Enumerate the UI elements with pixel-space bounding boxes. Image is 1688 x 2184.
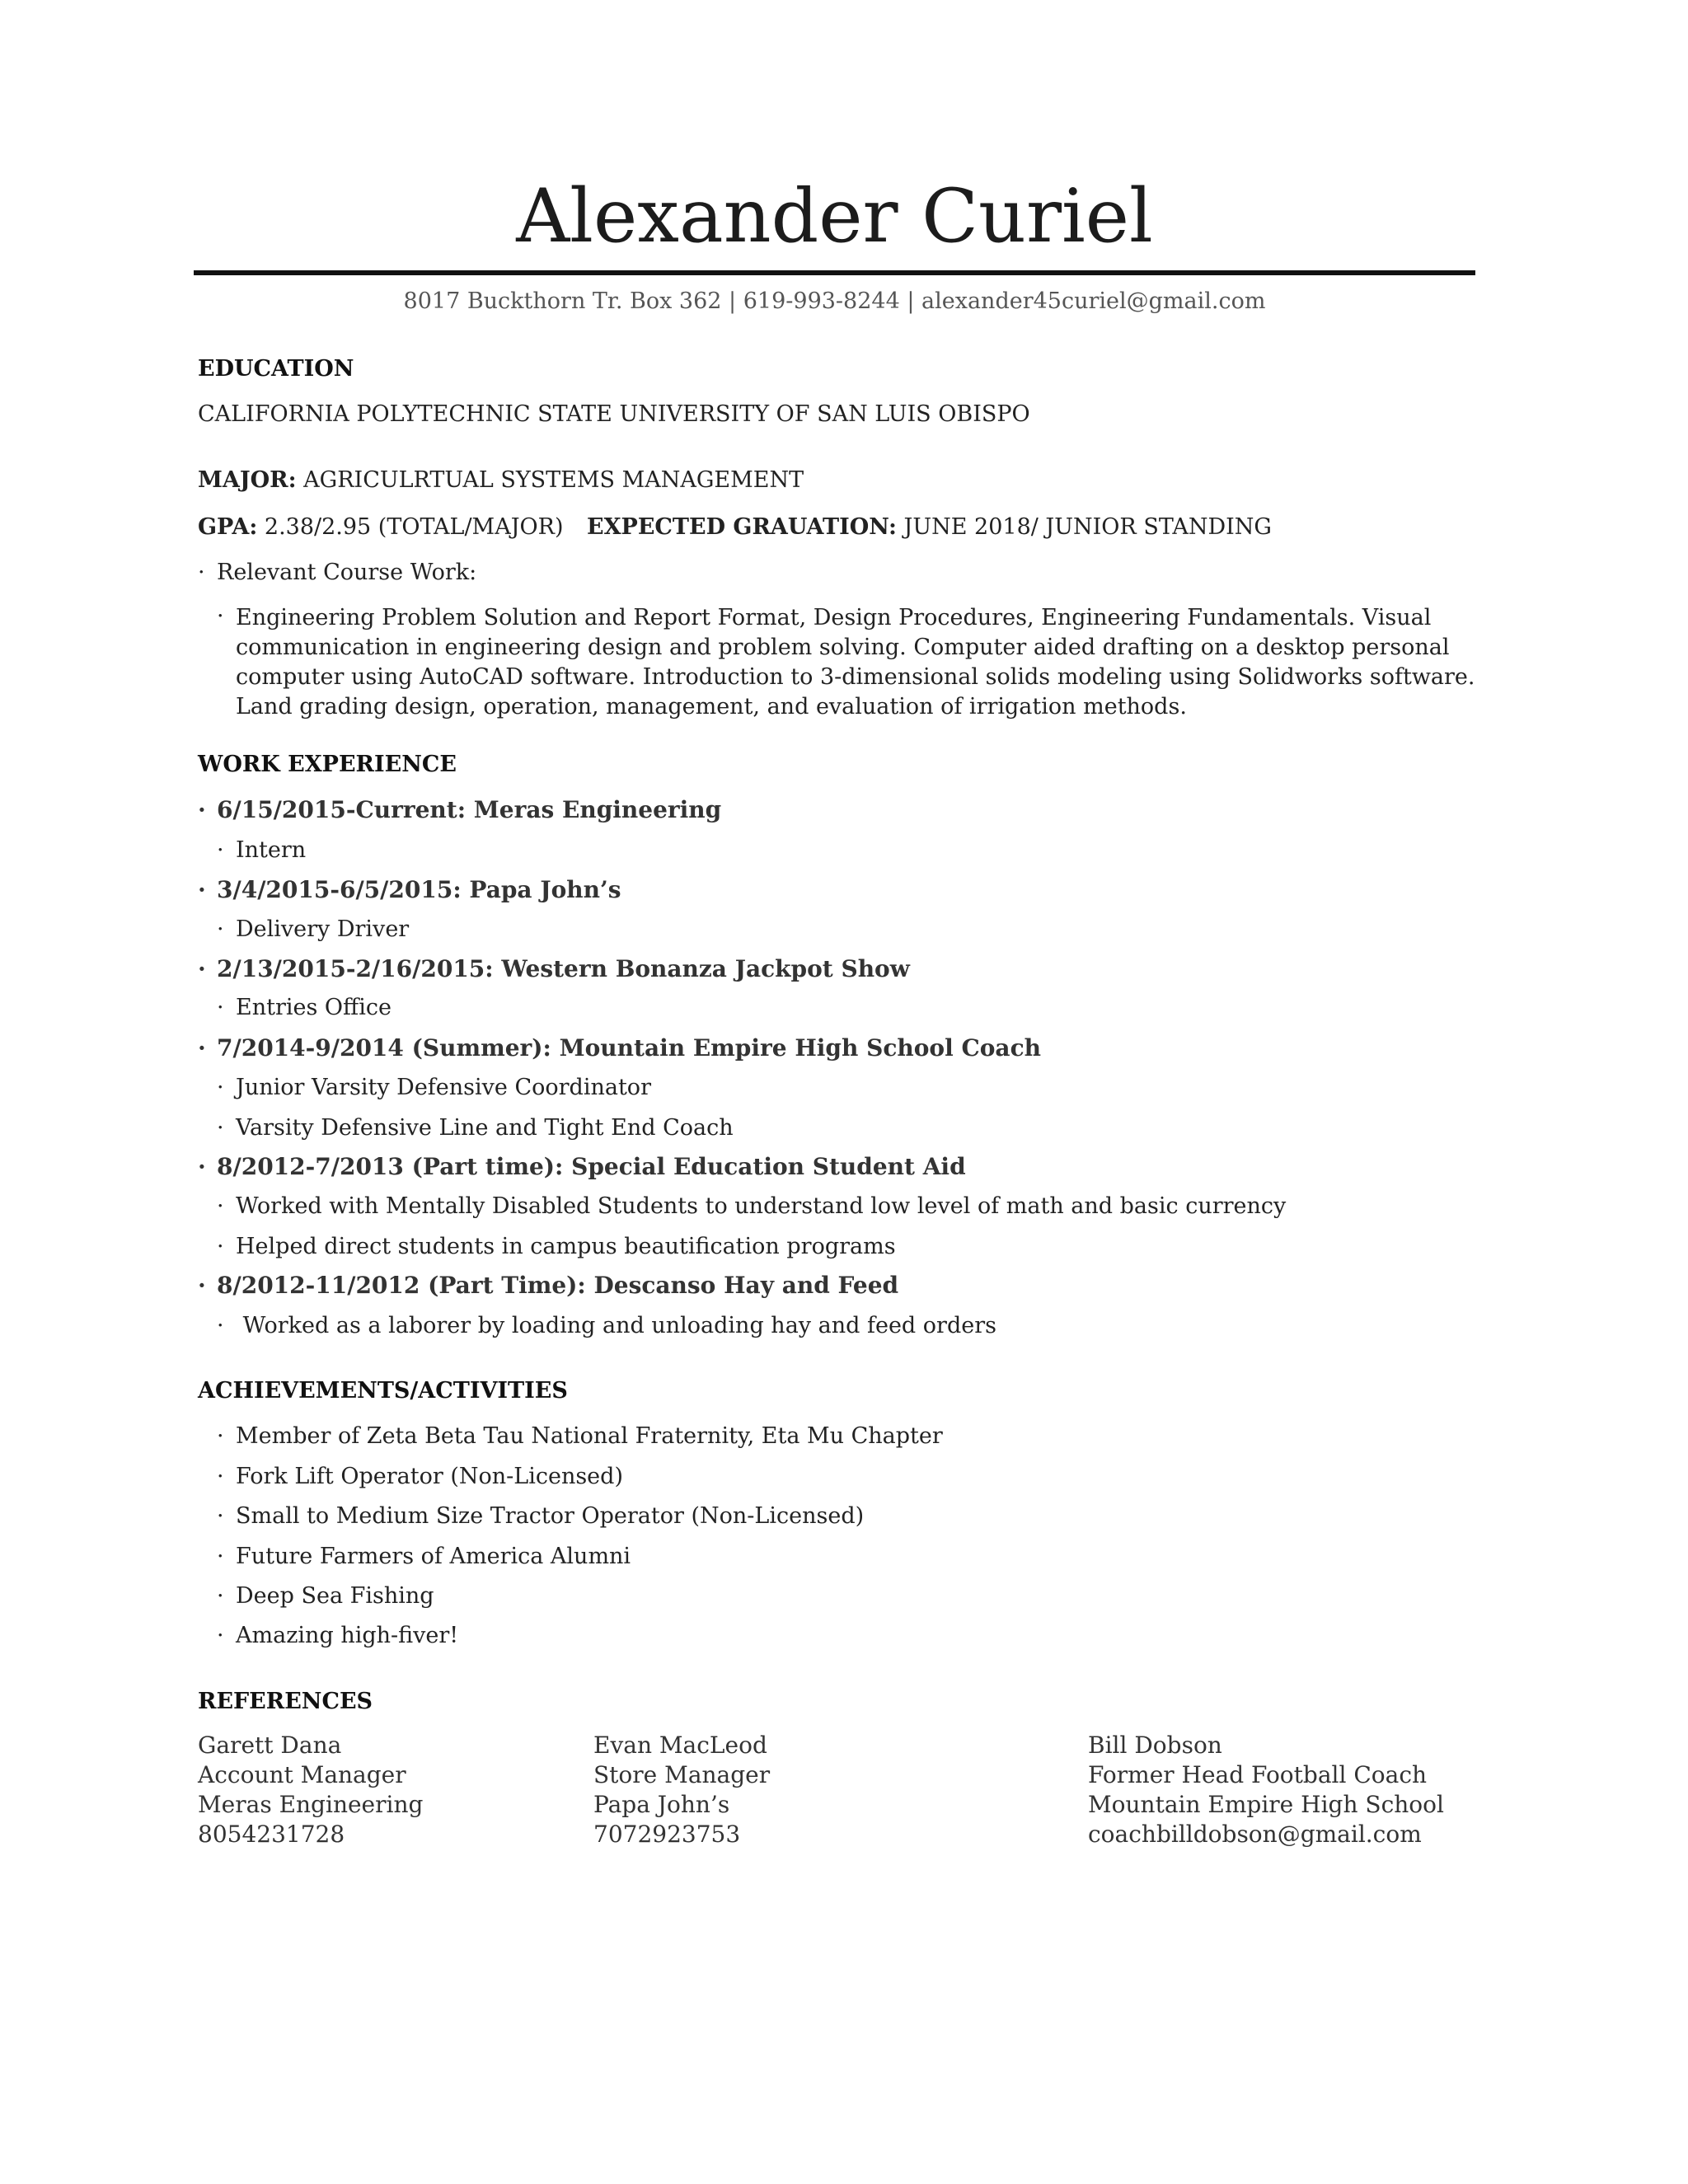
header-divider (194, 270, 1475, 275)
bullet-icon: · (217, 995, 224, 1020)
bullet-icon: · (198, 1272, 206, 1299)
activity-item: · Amazing high-fiver! (217, 1623, 459, 1648)
job-detail: · Delivery Driver (217, 916, 410, 942)
references-heading: REFERENCES (198, 1689, 373, 1714)
activities-heading: ACHIEVEMENTS/ACTIVITIES (198, 1378, 568, 1404)
job-title: · 7/2014-9/2014 (Summer): Mountain Empire High School Coach (198, 1034, 1041, 1062)
bullet-icon: · (217, 1193, 224, 1219)
bullet-icon: · (198, 1153, 206, 1180)
activity-item: · Member of Zeta Beta Tau National Fraternity, Eta Mu Chapter (217, 1423, 943, 1449)
reference-company: Papa John’s (593, 1791, 730, 1818)
job-detail: · Junior Varsity Defensive Coordinator (217, 1075, 651, 1100)
reference-card (593, 1731, 770, 1849)
graduation-line (587, 514, 1272, 540)
job-detail: · Helped direct students in campus beautification programs (217, 1234, 896, 1259)
reference-contact: 8054231728 (198, 1821, 345, 1848)
job-detail: · Varsity Defensive Line and Tight End Coach (217, 1115, 734, 1141)
reference-title: Account Manager (198, 1761, 406, 1788)
bullet-icon: · (217, 1234, 224, 1259)
job-detail: · Intern (217, 837, 307, 863)
coursework-label: Relevant Course Work: (217, 560, 477, 585)
bullet-icon: · (217, 1464, 224, 1489)
gpa-line (198, 514, 564, 540)
bullet-icon: · (217, 916, 224, 942)
bullet-icon: · (198, 955, 206, 982)
bullet-icon: · (198, 1034, 206, 1062)
bullet-icon: · (198, 876, 206, 903)
activity-item: · Deep Sea Fishing (217, 1583, 434, 1609)
coursework-item (198, 560, 476, 585)
bullet-icon: · (198, 560, 205, 585)
reference-company: Mountain Empire High School (1088, 1791, 1444, 1818)
reference-name: Bill Dobson (1088, 1732, 1222, 1759)
bullet-icon: · (217, 1623, 224, 1648)
reference-name: Garett Dana (198, 1732, 342, 1759)
job-detail: · Worked with Mentally Disabled Students to understand low level of math and basic currency (217, 1193, 1287, 1219)
bullet-icon: · (217, 1115, 224, 1141)
major-value: AGRICULRTUAL SYSTEMS MANAGEMENT (296, 467, 804, 493)
reference-name: Evan MacLeod (593, 1732, 767, 1759)
reference-title: Former Head Football Coach (1088, 1761, 1428, 1788)
bullet-icon: · (217, 1583, 224, 1609)
job-title: · 8/2012-7/2013 (Part time): Special Education Student Aid (198, 1153, 966, 1180)
bullet-icon: · (217, 1423, 224, 1449)
work-heading: WORK EXPERIENCE (198, 752, 457, 777)
graduation-label: EXPECTED GRAUATION: (587, 514, 897, 540)
reference-contact: coachbilldobson@gmail.com (1088, 1821, 1422, 1848)
reference-title: Store Manager (593, 1761, 771, 1788)
reference-contact: 7072923753 (593, 1821, 741, 1848)
reference-card (1088, 1731, 1444, 1849)
activity-item: · Small to Medium Size Tractor Operator (Non-Licensed) (217, 1503, 865, 1529)
contact-line: 8017 Buckthorn Tr. Box 362 | 619-993-8244 | alexander45curiel@gmail.com (403, 288, 1266, 314)
job-title: · 6/15/2015-Current: Meras Engineering (198, 796, 722, 823)
bullet-icon: · (217, 837, 224, 863)
major-label: MAJOR: (198, 467, 297, 493)
activity-item: · Future Farmers of America Alumni (217, 1544, 631, 1569)
bullet-icon: · (217, 1075, 224, 1100)
coursework-description: Engineering Problem Solution and Report Format, Design Procedures, Engineering Fundamentals. Visual communication in engineering design and problem solving. Computer aided drafting on a desktop personal computer using AutoCAD software. Introduction to 3-dimensional solids modeling using Solidworks software. Land grading design, operation, management, and evaluation of irrigation methods. (236, 605, 1475, 719)
job-title: · 3/4/2015-6/5/2015: Papa John’s (198, 876, 621, 903)
job-title: · 2/13/2015-2/16/2015: Western Bonanza Jackpot Show (198, 955, 910, 982)
job-detail: · Worked as a laborer by loading and unloading hay and feed orders (217, 1313, 996, 1338)
bullet-icon: · (217, 1313, 224, 1338)
job-detail: · Entries Office (217, 995, 392, 1020)
major-line (198, 467, 804, 493)
bullet-icon: · (217, 1503, 224, 1529)
graduation-value: JUNE 2018/ JUNIOR STANDING (896, 514, 1272, 540)
candidate-name: Alexander Curiel (516, 173, 1153, 260)
activity-item: · Fork Lift Operator (Non-Licensed) (217, 1464, 623, 1489)
reference-card (198, 1731, 423, 1849)
job-title: · 8/2012-11/2012 (Part Time): Descanso Hay and Feed (198, 1272, 899, 1299)
gpa-value: 2.38/2.95 (TOTAL/MAJOR) (257, 514, 564, 540)
bullet-icon: · (217, 1544, 224, 1569)
reference-company: Meras Engineering (198, 1791, 424, 1818)
gpa-label: GPA: (198, 514, 258, 540)
school-name: CALIFORNIA POLYTECHNIC STATE UNIVERSITY OF SAN LUIS OBISPO (198, 401, 1030, 427)
bullet-icon: · (198, 796, 206, 823)
education-heading: EDUCATION (198, 356, 354, 382)
bullet-icon: · (217, 603, 224, 629)
